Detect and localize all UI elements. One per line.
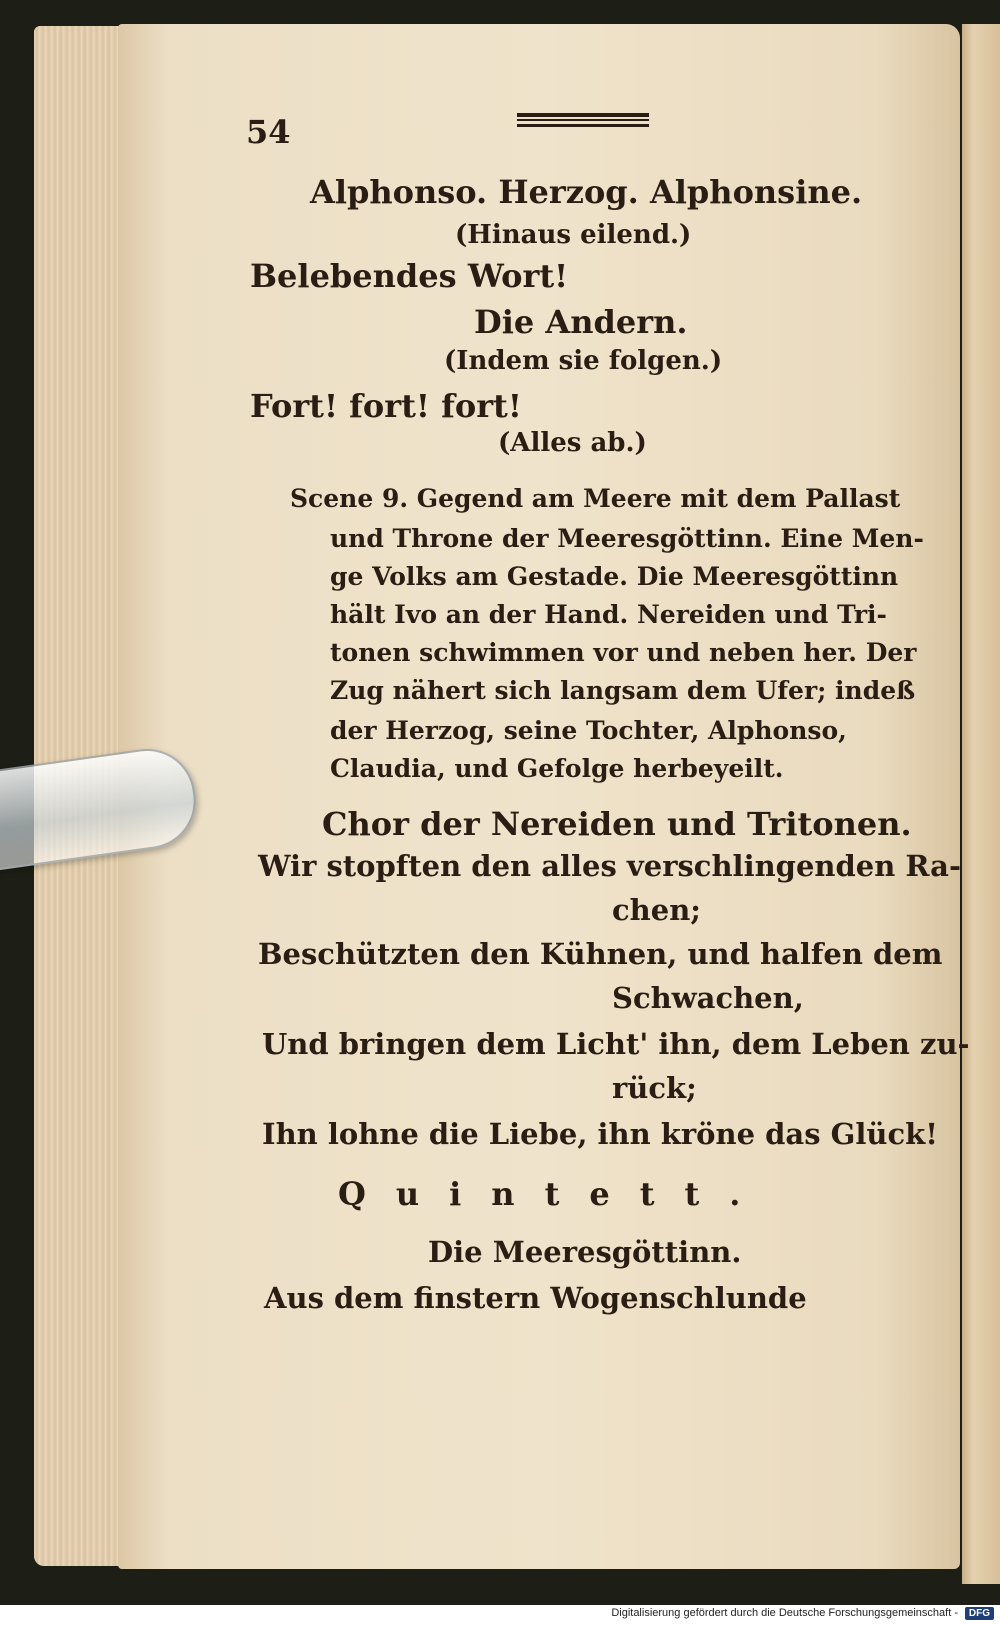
speakers-line: Alphonso. Herzog. Alphonsine. bbox=[310, 173, 863, 211]
scene-description-line: ge Volks am Gestade. Die Meeresgöttinn bbox=[330, 562, 899, 591]
page-number: 54 bbox=[246, 113, 291, 151]
dfg-logo: DFG bbox=[965, 1607, 994, 1620]
chorus-heading: Chor der Nereiden und Tritonen. bbox=[322, 805, 912, 843]
verse-line: Ihn lohne die Liebe, ihn kröne das Glück! bbox=[262, 1117, 938, 1151]
verse-line: Beschützten den Kühnen, und halfen dem bbox=[258, 937, 943, 971]
speaker-name: Die Andern. bbox=[474, 303, 688, 341]
scene-description-line: Scene 9. Gegend am Meere mit dem Pallast bbox=[290, 484, 901, 513]
header-rule bbox=[517, 113, 649, 127]
scene-description-line: der Herzog, seine Tochter, Alphonso, bbox=[330, 716, 847, 745]
verse-line: Aus dem finstern Wogenschlunde bbox=[264, 1281, 807, 1315]
verse-line: chen; bbox=[612, 893, 701, 927]
scene-description-line: hält Ivo an der Hand. Nereiden und Tri- bbox=[330, 600, 887, 629]
book-page bbox=[118, 24, 960, 1569]
scene-description-line: Zug nähert sich langsam dem Ufer; indeß bbox=[330, 676, 916, 705]
scene-description-line: Claudia, und Gefolge herbeyeilt. bbox=[330, 754, 784, 783]
facing-page-edge bbox=[962, 24, 1000, 1584]
scene-description-line: tonen schwimmen vor und neben her. Der bbox=[330, 638, 917, 667]
quintett-heading: Quintett. bbox=[338, 1175, 771, 1213]
verse-line: Wir stopften den alles verschlingenden Ra- bbox=[258, 849, 961, 883]
verse-line: Und bringen dem Licht' ihn, dem Leben zu- bbox=[262, 1027, 970, 1061]
stage-direction: (Indem sie folgen.) bbox=[444, 346, 723, 376]
digitization-credit: Digitalisierung gefördert durch die Deutsche Forschungsgemeinschaft - bbox=[611, 1607, 958, 1619]
stage-direction: (Alles ab.) bbox=[498, 428, 647, 458]
speaker-name: Die Meeresgöttinn. bbox=[428, 1235, 742, 1269]
verse-line: Schwachen, bbox=[612, 981, 804, 1015]
stage-direction: (Hinaus eilend.) bbox=[455, 220, 692, 250]
dialogue-line: Belebendes Wort! bbox=[250, 257, 569, 295]
dialogue-line: Fort! fort! fort! bbox=[250, 387, 522, 425]
verse-line: rück; bbox=[612, 1071, 697, 1105]
scene-description-line: und Throne der Meeresgöttinn. Eine Men- bbox=[330, 524, 924, 553]
